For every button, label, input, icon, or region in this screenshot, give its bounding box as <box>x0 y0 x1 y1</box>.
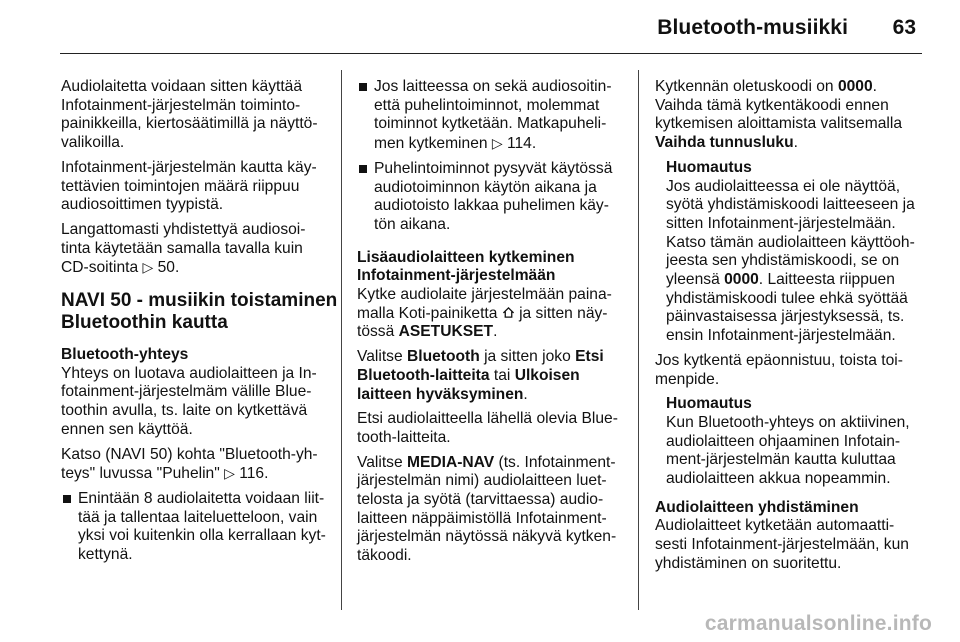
page-reference-icon: ▷ <box>491 135 503 152</box>
paragraph: Langattomasti yhdistettyä audiosoi- tinta käytetään samalla tavalla kuin CD-soitinta ▷ 50. <box>61 220 306 277</box>
column-2 <box>357 78 622 572</box>
page-title: Bluetooth-musiikki <box>657 16 848 39</box>
column-3 <box>655 78 923 580</box>
paragraph: Kytke audiolaite järjestelmään paina- malla Koti-painiketta ja sitten näy- tössä ASETUKSET. <box>357 286 612 341</box>
paragraph: Yhteys on luotava audiolaitteen ja In- fotainment-järjestelmäm välille Blue- toothin avulla, ts. laite on kytkettävä ennen sen käyttöä. <box>61 364 317 438</box>
note-title: Huomautus <box>666 158 752 176</box>
note-box: Huomautus Jos audiolaitteessa ei ole näyttöä, syötä yhdistämiskoodi laitteeseen ja sitten Infotainment-järjestelmään. Katso tämän audiolaitteen käyttöoh- jeesta sen yhdistämiskoodi, se on yleensä 0000. Laitteesta riippuen yhdistämiskoodi tulee ehkä syöttää päinvastaisessa järjestyksessä, ts. ensin Infotainment-järjestelmään. <box>655 159 923 346</box>
paragraph: Valitse Bluetooth ja sitten joko Etsi Bluetooth-laitteita tai Ulkoisen laitteen hyväksyminen. <box>357 348 604 403</box>
header-divider <box>60 53 922 54</box>
page-reference-icon: ▷ <box>142 259 154 276</box>
home-icon <box>502 306 515 319</box>
menu-label: ASETUKSET <box>398 323 494 341</box>
paragraph: Valitse MEDIA-NAV (ts. Infotainment- järjestelmän nimi) audiolaitteen luet- telosta ja syötä (tarvittaessa) audio- laitteen näppäimistöllä Infotainment- järjestelmän näytössä näkyvä kytken- täkoodi. <box>357 453 617 565</box>
subsection-heading: Lisäaudiolaitteen kytkeminen Infotainment-järjestelmään <box>357 248 575 285</box>
column-1 <box>61 78 338 571</box>
list-item: Jos laitteessa on sekä audiosoitin- että puhelintoiminnot, molemmat toiminnot kytketään. Matkapuheli- men kytkeminen ▷ 114. <box>357 78 622 154</box>
page-reference[interactable]: 116. <box>239 465 269 483</box>
paragraph: Kytkennän oletuskoodi on 0000. Vaihda tämä kytkentäkoodi ennen kytkemisen aloittamista valitsemalla Vaihda tunnusluku. <box>655 78 902 152</box>
list-item: Enintään 8 audiolaitetta voidaan liit- tää ja tallentaa laiteluetteloon, vain yksi voi kuitenkin olla kerrallaan kyt- kettynä. <box>61 490 327 565</box>
paragraph: Audiolaitetta voidaan sitten käyttää Infotainment-järjestelmän toiminto- painikkeilla, kiertosäätimillä ja näyttö- valikoilla. <box>61 78 318 152</box>
page-reference-icon: ▷ <box>224 465 235 482</box>
paragraph: Audiolaitteet kytketään automaatti- sesti Infotainment-järjestelmään, kun yhdistäminen on suoritettu. <box>655 517 909 572</box>
page-number: 63 <box>892 16 916 39</box>
page-reference[interactable]: 114. <box>507 135 537 153</box>
note-box: Huomautus Kun Bluetooth-yhteys on aktiivinen, audiolaitteen ohjaaminen Infotain- ment-järjestelmän kautta kuluttaa audiolaitteen akkua nopeammin. <box>655 395 923 489</box>
page-reference[interactable]: 50. <box>157 259 180 277</box>
list-item: Puhelintoiminnot pysyvät käytössä audiotoiminnon käytön aikana ja audiotoisto lakkaa puhelimen käy- tön aikana. <box>357 160 622 235</box>
paragraph: Katso (NAVI 50) kohta "Bluetooth-yh- teys" luvussa "Puhelin" ▷ 116. <box>61 445 318 483</box>
watermark: carmanualsonline.info <box>704 612 932 635</box>
note-title: Huomautus <box>666 395 752 413</box>
paragraph: Jos kytkentä epäonnistuu, toista toi- menpide. <box>655 351 903 388</box>
paragraph: Infotainment-järjestelmän kautta käy- tettävien toimintojen määrä riippuu audiosoittimen tyypistä. <box>61 158 317 214</box>
subsection-heading: Bluetooth-yhteys <box>61 346 189 364</box>
column-divider-1 <box>341 70 342 610</box>
subsection-heading: Audiolaitteen yhdistäminen <box>655 498 859 516</box>
section-heading: NAVI 50 - musiikin toistaminen Bluetoothin kautta <box>61 290 338 334</box>
column-divider-2 <box>638 70 639 610</box>
paragraph: Etsi audiolaitteella lähellä olevia Blue- tooth-laitteita. <box>357 410 618 446</box>
